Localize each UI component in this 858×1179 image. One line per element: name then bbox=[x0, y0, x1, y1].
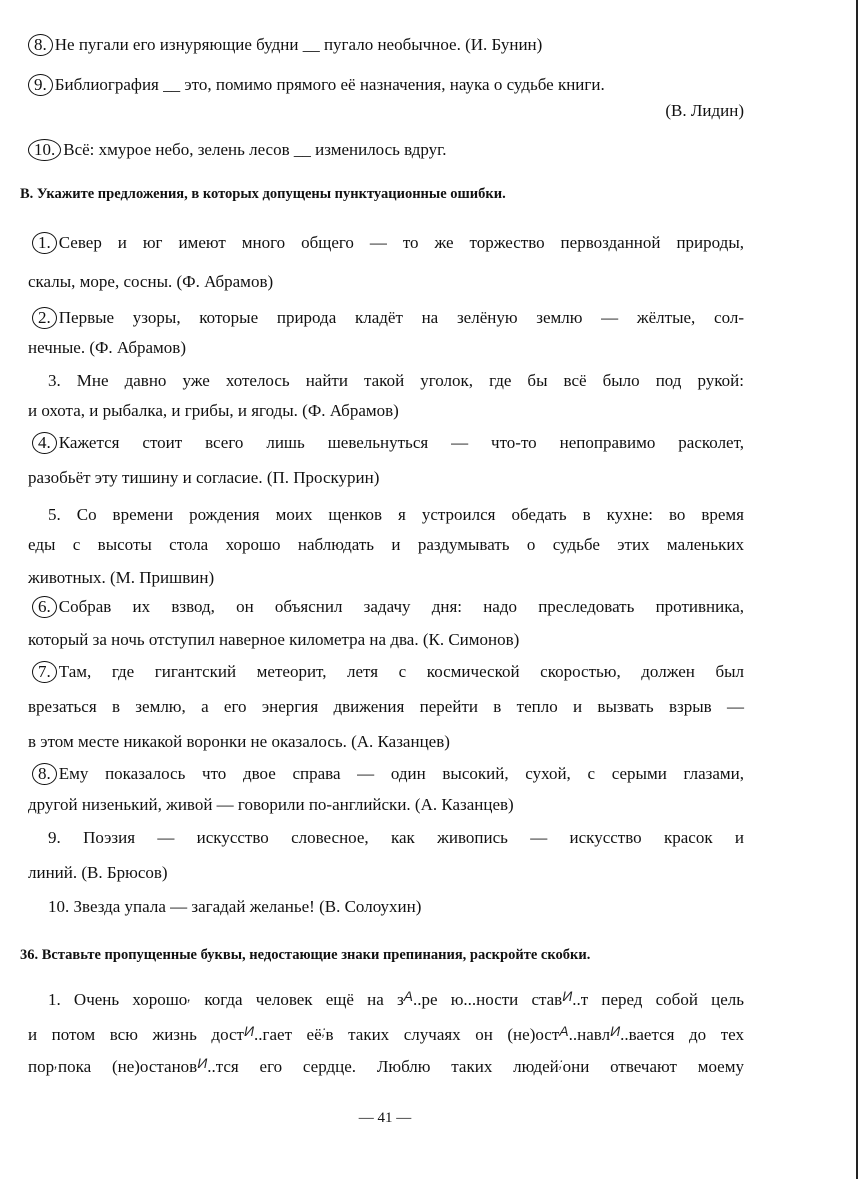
item-9 bbox=[28, 74, 744, 96]
line-text: Первые узоры, которые природа кладёт на зелёную землю — жёлтые, сол- bbox=[58, 308, 744, 327]
item-10 bbox=[28, 139, 744, 161]
section-b-line bbox=[28, 337, 744, 359]
line-text: Ему показалось что двое справа — один высокий, сухой, с серыми глазами, bbox=[58, 764, 744, 783]
line-text: Поэзия — искусство словесное, как живопись — искусство красок и bbox=[83, 828, 745, 847]
item-number: 8. bbox=[32, 763, 57, 785]
line-text: и охота, и рыбалка, и грибы, и ягоды. (Ф. Абрамов) bbox=[28, 401, 399, 420]
line-text: еды с высоты стола хорошо наблюдать и раздумывать о судьбе этих маленьких bbox=[28, 535, 744, 554]
section-b-line bbox=[48, 504, 744, 526]
item-number: 2. bbox=[32, 307, 57, 329]
section-b-line bbox=[28, 567, 744, 589]
circled-number: 9. bbox=[28, 74, 53, 96]
line-text: врезаться в землю, а его энергия движения перейти в тепло и вызвать взрыв — bbox=[28, 697, 744, 716]
line-text: Мне давно уже хотелось найти такой уголок, где бы всё было под рукой: bbox=[76, 371, 744, 390]
text: ост bbox=[535, 1025, 560, 1044]
section-b-line bbox=[28, 862, 744, 884]
line-text: нечные. (Ф. Абрамов) bbox=[28, 338, 186, 357]
exercise-line-2 bbox=[28, 1024, 744, 1046]
item-number: 1. bbox=[32, 232, 57, 254]
line-text: скалы, море, сосны. (Ф. Абрамов) bbox=[28, 272, 274, 291]
line-text: Кажется стоит всего лишь шевельнуться — что-то непоправимо расколет, bbox=[58, 433, 744, 452]
text: и потом всю жизнь дост bbox=[28, 1025, 244, 1044]
section-b-line bbox=[32, 661, 744, 683]
item-number: 3. bbox=[48, 371, 61, 390]
item-number: 5. bbox=[48, 505, 61, 524]
section-b-line bbox=[48, 896, 744, 918]
section-b-line bbox=[28, 794, 744, 816]
item-number: 7. bbox=[32, 661, 57, 683]
text: ..тся его сердце. Люблю таких людей bbox=[207, 1057, 559, 1076]
handwritten-mark: А bbox=[559, 1023, 569, 1039]
line-text: Там, где гигантский метеорит, летя с космической скоростью, должен был bbox=[58, 662, 744, 681]
item-text: Не пугали его изнуряющие будни __ пугало необычное. (И. Бунин) bbox=[54, 35, 543, 54]
line-text: линий. (В. Брюсов) bbox=[28, 863, 168, 882]
text: когда человек ещё на з bbox=[204, 990, 404, 1009]
text: останов bbox=[139, 1057, 198, 1076]
section-b-line bbox=[28, 629, 744, 651]
section-b-line bbox=[32, 232, 744, 254]
section-b-line bbox=[32, 763, 744, 785]
section-b-line bbox=[32, 596, 744, 618]
item-text: Библиография __ это, помимо прямого её назначения, наука о судьбе книги. bbox=[54, 75, 605, 94]
circled-number: 10. bbox=[28, 139, 61, 161]
handwritten-mark: И bbox=[243, 1023, 254, 1039]
line-text: в этом месте никакой воронки не оказалось. (А. Казанцев) bbox=[28, 732, 450, 751]
text: ..ре ю...ности став bbox=[413, 990, 563, 1009]
section-36-heading: 36. Вставьте пропущенные буквы, недостающие знаки препинания, раскройте скобки. bbox=[20, 947, 591, 963]
handwritten-mark: И bbox=[562, 988, 573, 1004]
item-number: 4. bbox=[32, 432, 57, 454]
handwritten-mark: , bbox=[54, 1055, 58, 1071]
line-text: животных. (М. Пришвин) bbox=[28, 568, 215, 587]
section-b-line bbox=[32, 307, 744, 329]
line-text: Со времени рождения моих щенков я устроился обедать в кухне: во время bbox=[76, 505, 745, 524]
exercise-line-1 bbox=[48, 989, 744, 1011]
section-b-line bbox=[28, 731, 744, 753]
handwritten-mark: ; bbox=[321, 1023, 326, 1039]
circled-number: 8. bbox=[28, 34, 53, 56]
exercise-line-3 bbox=[28, 1056, 744, 1078]
text: пор bbox=[28, 1057, 55, 1076]
text: пока (не) bbox=[58, 1057, 140, 1076]
line-text: Собрав их взвод, он объяснил задачу дня: надо преследовать противника, bbox=[58, 597, 744, 616]
section-b-line bbox=[48, 370, 744, 392]
section-b-line bbox=[28, 400, 744, 422]
handwritten-mark: , bbox=[187, 988, 192, 1004]
text: ..навл bbox=[568, 1025, 611, 1044]
section-b-line bbox=[28, 696, 744, 718]
text: ..т перед собой цель bbox=[572, 990, 744, 1009]
handwritten-mark: А bbox=[403, 988, 413, 1004]
item-number: 9. bbox=[48, 828, 61, 847]
section-b-line bbox=[48, 827, 744, 849]
section-b-heading: В. Укажите предложения, в которых допущены пунктуационные ошибки. bbox=[20, 186, 506, 202]
line-text: другой низенький, живой — говорили по-английски. (А. Казанцев) bbox=[28, 795, 514, 814]
handwritten-mark: И bbox=[610, 1023, 621, 1039]
section-b-line bbox=[32, 432, 744, 454]
item-text: Всё: хмурое небо, зелень лесов __ изменилось вдруг. bbox=[63, 140, 447, 159]
handwritten-mark: ; bbox=[558, 1055, 563, 1071]
item-9-author: (В. Лидин) bbox=[665, 101, 744, 120]
line-text: Север и юг имеют много общего — то же торжество первозданной природы, bbox=[58, 233, 744, 252]
line-text: разобьёт эту тишину и согласие. (П. Проскурин) bbox=[28, 468, 380, 487]
text: они отвечают моему bbox=[562, 1057, 744, 1076]
text: 1. Очень хорошо bbox=[48, 990, 188, 1009]
line-text: который за ночь отступил наверное километра на два. (К. Симонов) bbox=[28, 630, 520, 649]
page-number: — 41 — bbox=[358, 1110, 412, 1126]
section-b-line bbox=[28, 467, 744, 489]
section-b-line bbox=[28, 271, 744, 293]
text: ..вается до тех bbox=[620, 1025, 744, 1044]
text: ..гает её bbox=[254, 1025, 322, 1044]
text: в таких случаях он (не) bbox=[325, 1025, 536, 1044]
item-number: 10. bbox=[48, 897, 70, 916]
item-8 bbox=[28, 34, 744, 56]
line-text: Звезда упала — загадай желанье! (В. Солоухин) bbox=[73, 897, 422, 916]
handwritten-mark: И bbox=[197, 1055, 208, 1071]
section-b-line bbox=[28, 534, 744, 556]
item-number: 6. bbox=[32, 596, 57, 618]
